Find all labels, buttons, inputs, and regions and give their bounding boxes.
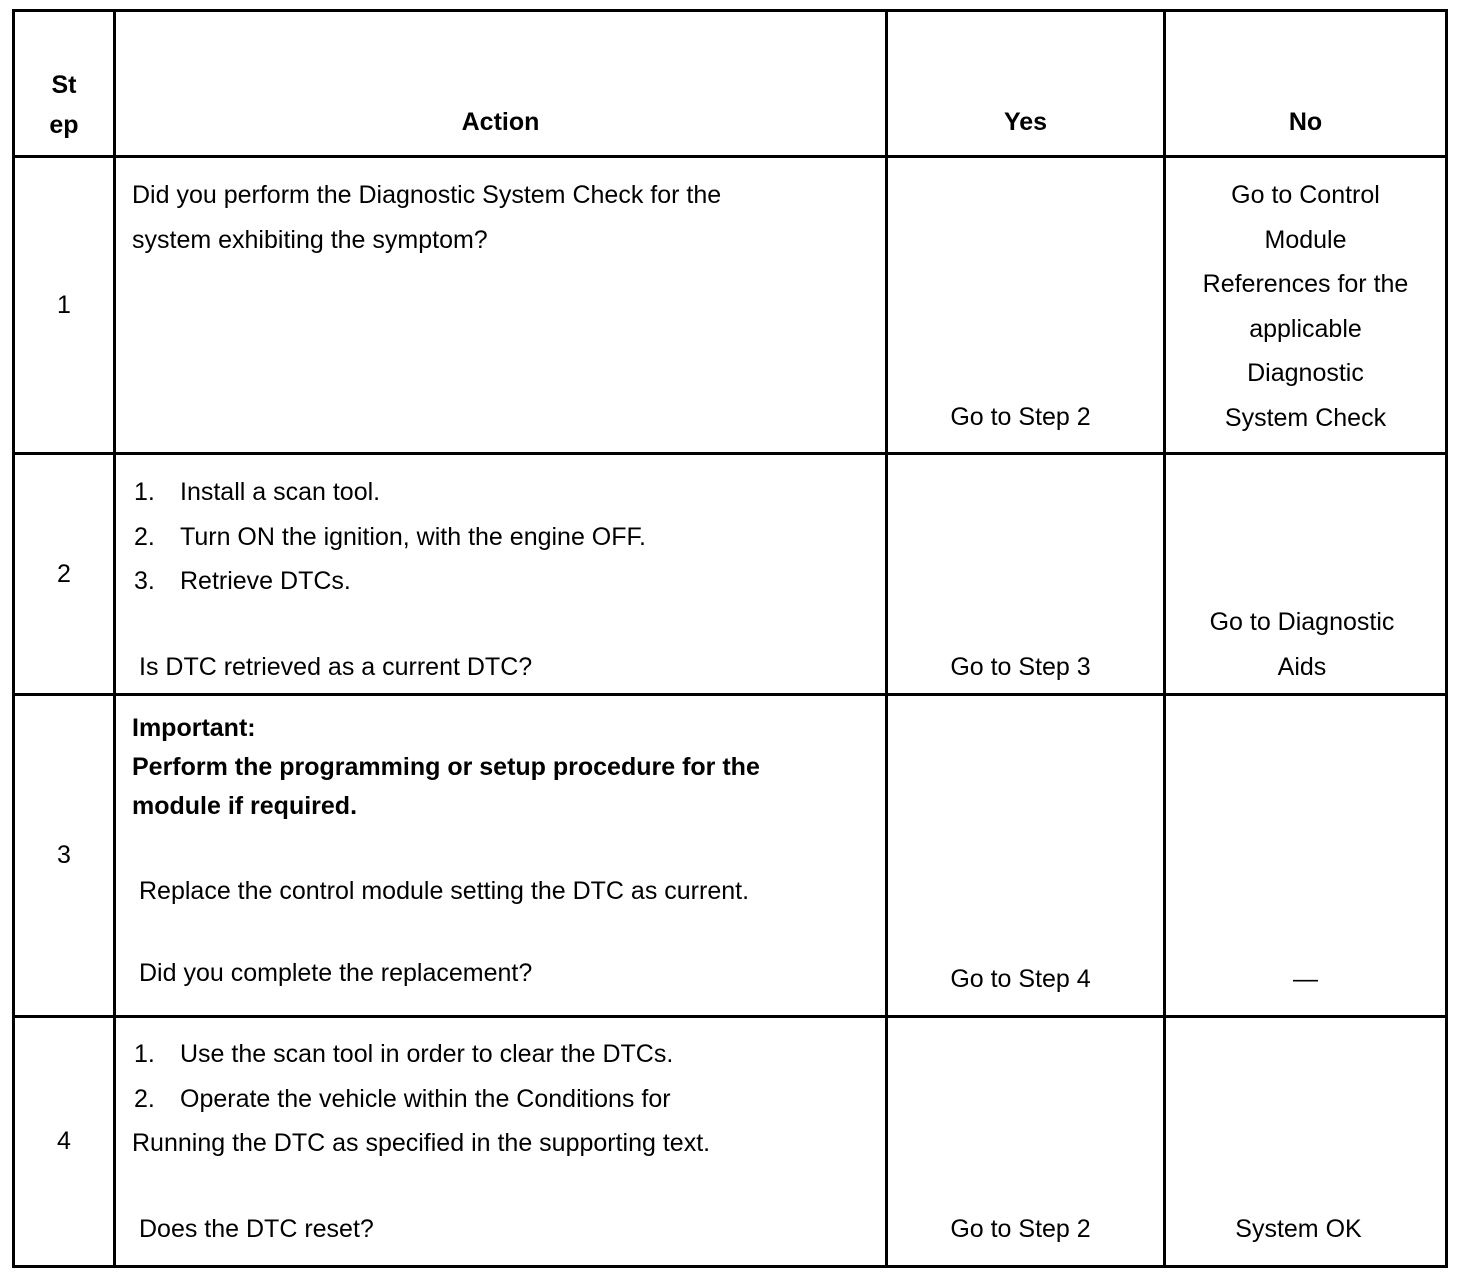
- no-line: References for the: [1202, 270, 1409, 298]
- no-line: Aids: [1277, 652, 1327, 681]
- column-divider: [885, 9, 888, 1268]
- table-border-top: [12, 9, 1448, 12]
- yes-result: Go to Step 4: [950, 965, 1091, 993]
- list-text: Operate the vehicle within the Conditions for: [180, 1084, 671, 1113]
- list-number: 1.: [134, 1040, 155, 1068]
- no-result: —: [1293, 965, 1318, 993]
- row-divider: [12, 693, 1448, 696]
- list-text: Turn ON the ignition, with the engine OFF.: [180, 522, 646, 551]
- yes-result: Go to Step 3: [950, 653, 1091, 681]
- no-line: System Check: [1224, 403, 1387, 432]
- step-number: 2: [57, 559, 71, 588]
- header-yes: Yes: [1003, 108, 1048, 136]
- important-label: Important:: [132, 714, 256, 742]
- list-text: Use the scan tool in order to clear the DTCs.: [180, 1040, 674, 1068]
- step-number: 3: [57, 841, 71, 870]
- list-text: Install a scan tool.: [180, 478, 381, 506]
- table-border-bottom: [12, 1265, 1448, 1268]
- no-line: Go to Control: [1231, 181, 1380, 209]
- yes-result: Go to Step 2: [950, 1215, 1091, 1243]
- list-number: 1.: [134, 478, 155, 506]
- step-number: 1: [57, 290, 71, 319]
- header-action: Action: [461, 108, 540, 136]
- list-continuation: Running the DTC as specified in the supporting text.: [132, 1129, 711, 1157]
- no-line: Diagnostic: [1247, 359, 1364, 387]
- header-no: No: [1288, 108, 1323, 136]
- column-divider: [113, 9, 116, 1268]
- row-divider: [12, 155, 1448, 158]
- yes-result: Go to Step 2: [950, 403, 1091, 431]
- list-number: 2.: [134, 1084, 155, 1113]
- action-cell: [134, 1032, 879, 1121]
- no-result: System OK: [1235, 1215, 1362, 1243]
- list-item: [134, 515, 874, 560]
- no-line: applicable: [1249, 314, 1362, 343]
- row-divider: [12, 1015, 1448, 1018]
- step-number: 4: [57, 1127, 71, 1156]
- no-result: [1166, 173, 1445, 440]
- important-line: module if required.: [132, 792, 358, 820]
- no-line: Module: [1264, 225, 1347, 254]
- action-cell: [134, 470, 874, 604]
- list-number: 2.: [134, 522, 155, 551]
- list-number: 3.: [134, 567, 155, 595]
- no-result: [1166, 600, 1438, 689]
- instruction: Replace the control module setting the DTC as current.: [139, 877, 750, 905]
- diagnostic-table: [12, 9, 1448, 1268]
- important-line: Perform the programming or setup procedure for the: [132, 753, 760, 781]
- no-line: Go to Diagnostic: [1209, 608, 1395, 636]
- list-item: [134, 1077, 879, 1122]
- important-note: [132, 709, 882, 826]
- header-step: [15, 65, 113, 145]
- action-line: system exhibiting the symptom?: [132, 225, 488, 254]
- action-line: Did you perform the Diagnostic System Check for the: [132, 181, 722, 209]
- header-step-line1: St: [51, 71, 77, 99]
- list-item: [134, 1032, 879, 1077]
- list-text: Retrieve DTCs.: [180, 567, 351, 595]
- question: Does the DTC reset?: [139, 1215, 374, 1243]
- list-item: [134, 559, 874, 604]
- question: Is DTC retrieved as a current DTC?: [139, 653, 533, 681]
- row-divider: [12, 452, 1448, 455]
- header-step-line2: ep: [49, 111, 79, 139]
- column-divider: [1445, 9, 1448, 1268]
- action-cell: [132, 173, 872, 262]
- question: Did you complete the replacement?: [139, 959, 533, 987]
- list-item: [134, 470, 874, 515]
